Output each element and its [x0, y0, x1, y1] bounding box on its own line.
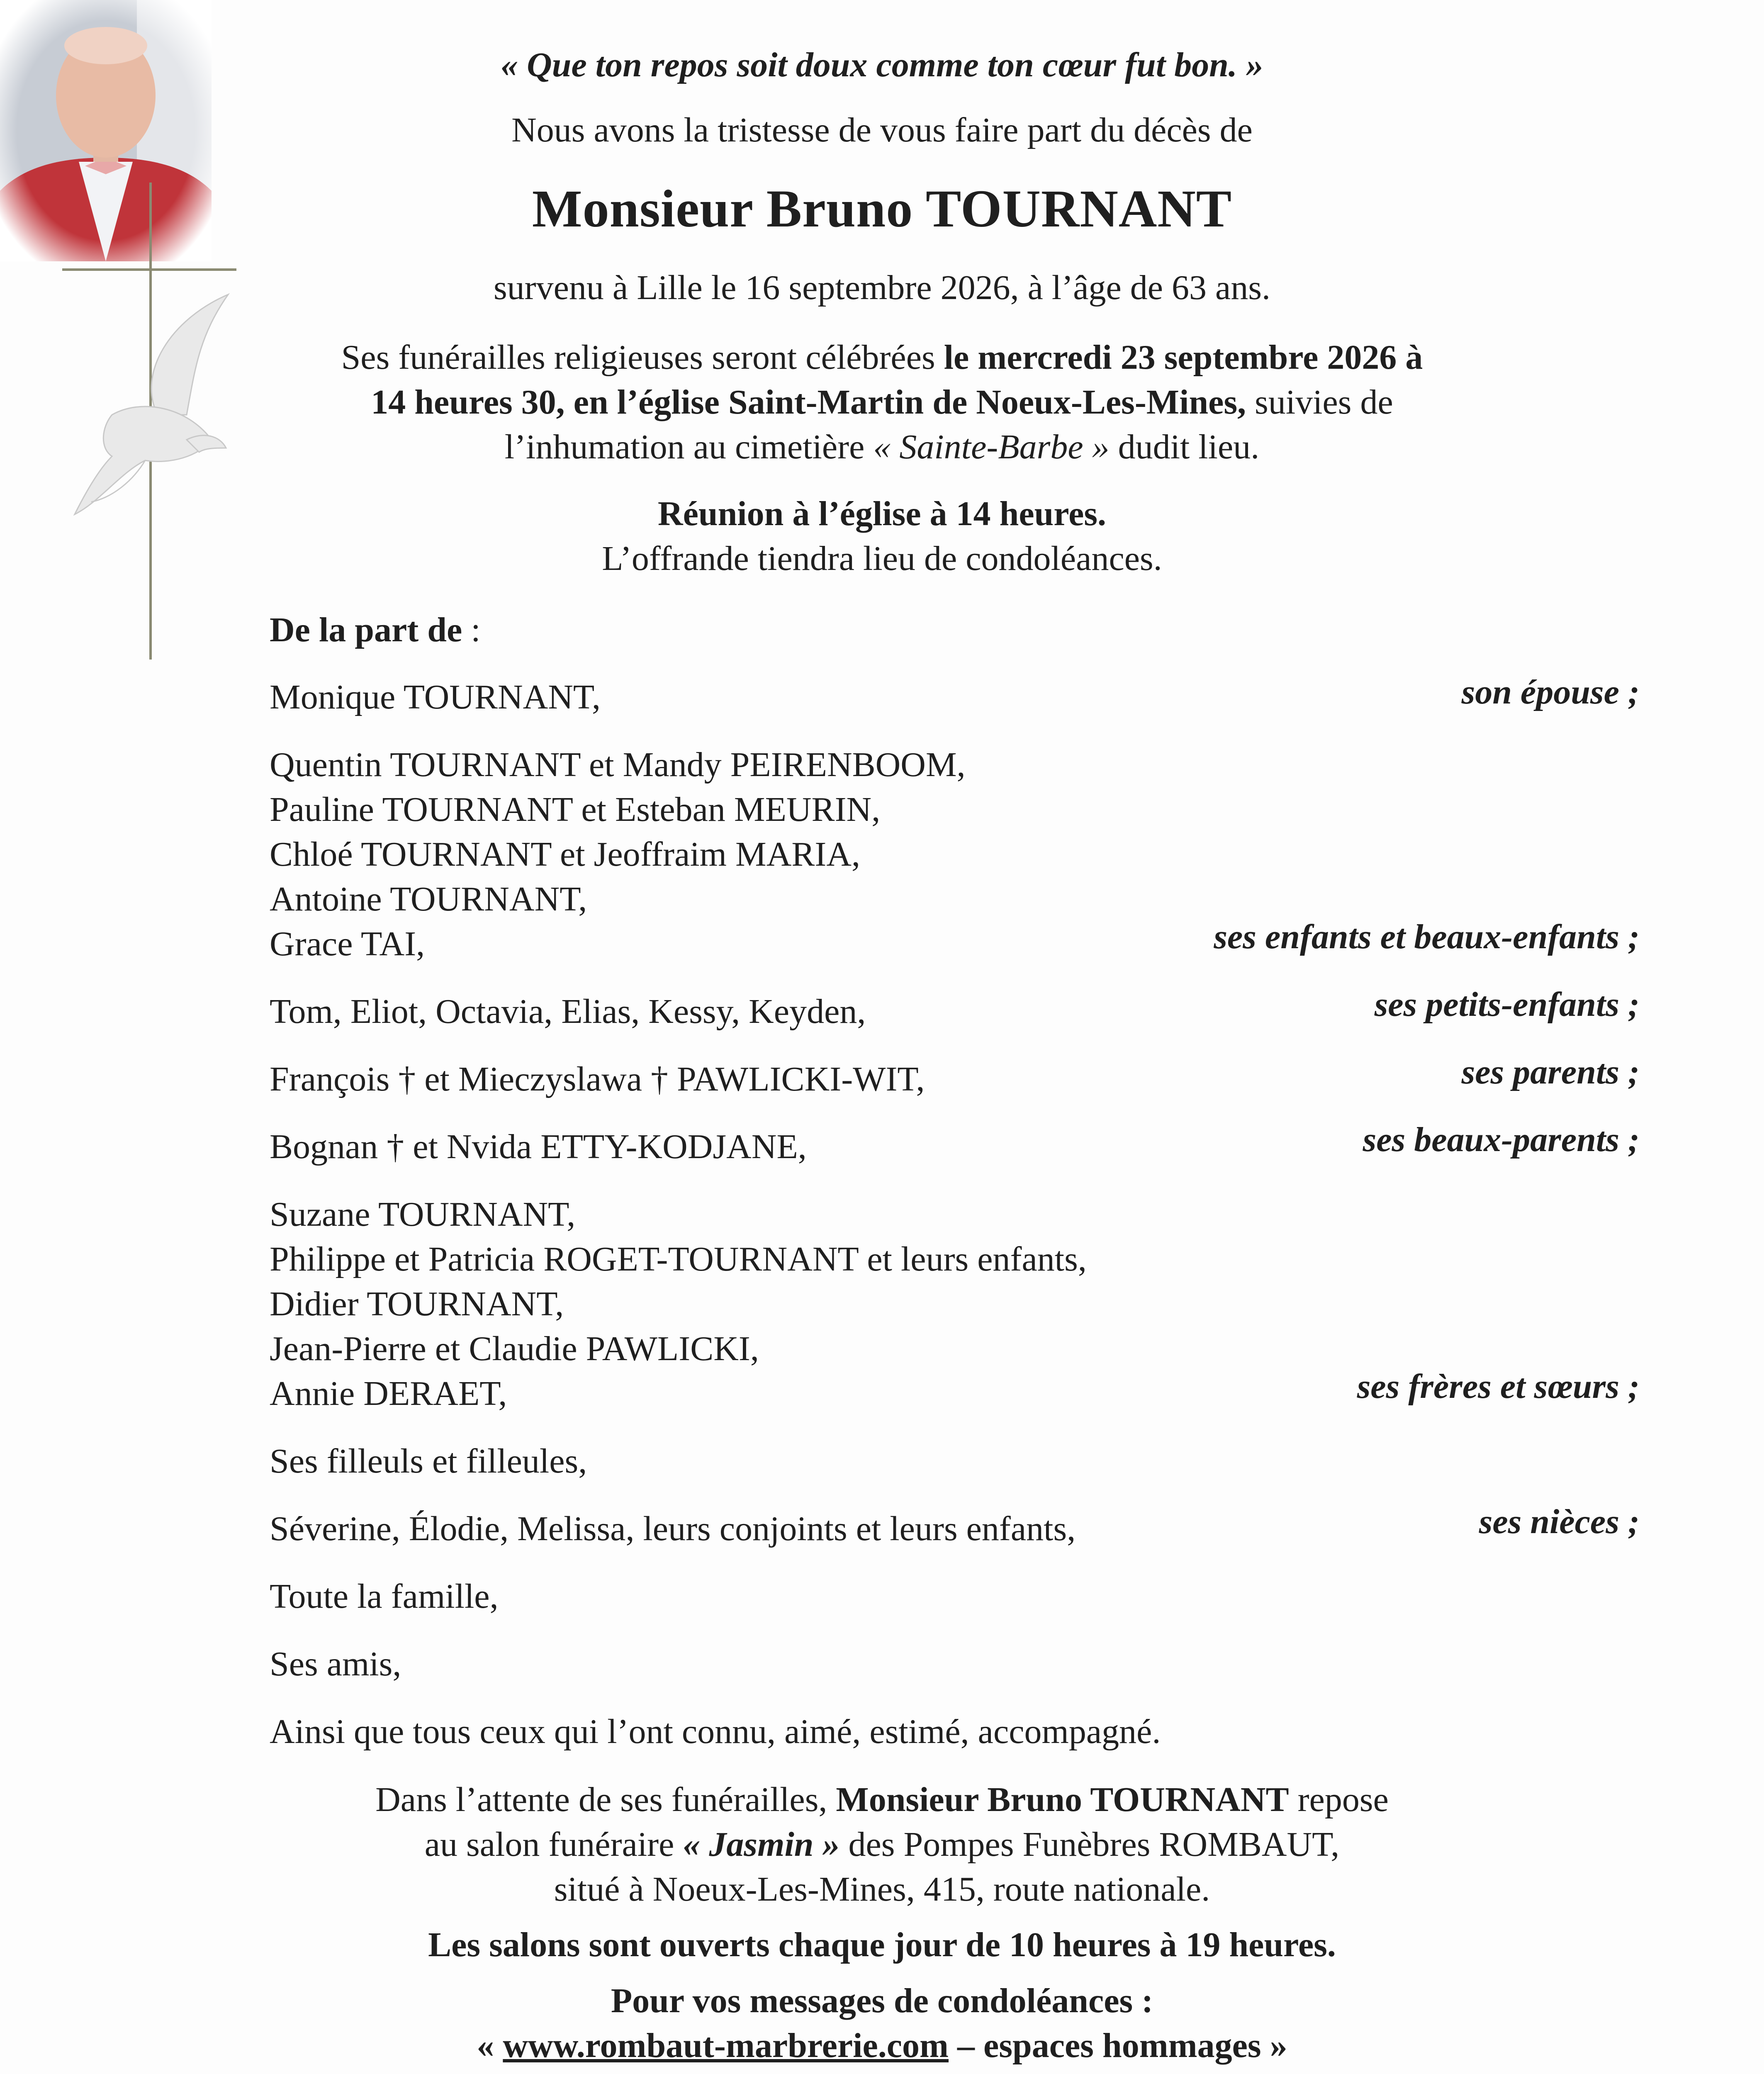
death-details: survenu à Lille le 16 septembre 2026, à l’âge de 63 ans.: [493, 268, 1271, 307]
colon: :: [462, 611, 481, 649]
family-line: Séverine, Élodie, Melissa, leurs conjoints et leurs enfants,: [270, 1509, 1076, 1548]
family-line: Grace TAI,: [270, 925, 425, 963]
funeral-text: Ses funérailles religieuses seront célébrées: [341, 338, 944, 377]
salon-line-1: [0, 1779, 1764, 1820]
salon-name: « Jasmin »: [683, 1825, 840, 1864]
deceased-name-inline: Monsieur Bruno TOURNANT: [836, 1780, 1289, 1819]
salon-line-2: [0, 1824, 1764, 1865]
family-line: Tom, Eliot, Octavia, Elias, Kessy, Keyden,: [270, 992, 866, 1031]
salon-text: des Pompes Funèbres ROMBAUT,: [839, 1825, 1340, 1864]
funeral-text: dudit lieu.: [1109, 428, 1260, 466]
relation-label: ses petits-enfants ;: [1374, 985, 1640, 1024]
reunion-text: Réunion à l’église à 14 heures.: [657, 494, 1107, 533]
relation-label: ses parents ;: [1461, 1053, 1640, 1091]
salon-text: Dans l’attente de ses funérailles,: [375, 1780, 836, 1819]
family-line: Annie DERAET,: [270, 1374, 507, 1413]
relation-label: ses frères et sœurs ;: [1357, 1367, 1640, 1406]
funeral-place: 14 heures 30, en l’église Saint-Martin de Noeux-Les-Mines,: [371, 383, 1246, 421]
salon-text: au salon funéraire: [424, 1825, 683, 1864]
family-line: Ainsi que tous ceux qui l’ont connu, aimé, estimé, accompagné.: [270, 1712, 1161, 1751]
family-line: Antoine TOURNANT,: [270, 880, 587, 918]
family-line: Ses amis,: [270, 1645, 401, 1683]
offrande-text: L’offrande tiendra lieu de condoléances.: [602, 539, 1162, 578]
family-line: Chloé TOURNANT et Jeoffraim MARIA,: [270, 835, 861, 874]
funeral-line-3: [0, 425, 1764, 470]
cemetery-name: « Sainte-Barbe »: [873, 428, 1109, 466]
family-line: Didier TOURNANT,: [270, 1285, 564, 1323]
relation-label: ses nièces ;: [1479, 1502, 1640, 1541]
funeral-line-1: [0, 335, 1764, 380]
funeral-text: l’inhumation au cimetière: [504, 428, 873, 466]
funeral-text: suivies de: [1246, 383, 1393, 421]
salon-line-3: situé à Noeux-Les-Mines, 415, route nationale.: [554, 1870, 1210, 1908]
relation-label: ses beaux-parents ;: [1363, 1120, 1640, 1159]
de-la-part-label: De la part de: [270, 611, 462, 649]
epitaph-quote: « Que ton repos soit doux comme ton cœur fut bon. »: [501, 46, 1263, 84]
family-line: Jean-Pierre et Claudie PAWLICKI,: [270, 1329, 759, 1368]
salon-hours: Les salons sont ouverts chaque jour de 10 heures à 19 heures.: [428, 1926, 1336, 1964]
de-la-part-heading: [270, 610, 481, 650]
family-line: Bognan † et Nvida ETTY-KODJANE,: [270, 1127, 807, 1166]
deceased-name: Monsieur Bruno TOURNANT: [532, 179, 1232, 238]
relation-label: son épouse ;: [1461, 673, 1640, 711]
family-line: Ses filleuls et filleules,: [270, 1442, 587, 1480]
family-line: Pauline TOURNANT et Esteban MEURIN,: [270, 790, 881, 829]
family-line: Toute la famille,: [270, 1577, 499, 1616]
hommages-link[interactable]: www.rombaut-marbrerie.com: [503, 2026, 949, 2065]
funeral-date: le mercredi 23 septembre 2026 à: [944, 338, 1423, 377]
relation-label: ses enfants et beaux-enfants ;: [1214, 918, 1640, 956]
messages-line: [0, 2025, 1764, 2066]
salon-text: repose: [1289, 1780, 1389, 1819]
family-line: Quentin TOURNANT et Mandy PEIRENBOOM,: [270, 745, 966, 784]
family-line: Suzane TOURNANT,: [270, 1195, 576, 1234]
family-line: Monique TOURNANT,: [270, 678, 601, 716]
funeral-line-2: [0, 380, 1764, 425]
family-line: François † et Mieczyslawa † PAWLICKI-WIT,: [270, 1060, 925, 1098]
quote-open: «: [477, 2026, 503, 2065]
messages-title: Pour vos messages de condoléances :: [611, 1981, 1153, 2020]
family-line: Philippe et Patricia ROGET-TOURNANT et leurs enfants,: [270, 1240, 1087, 1278]
quote-close: – espaces hommages »: [949, 2026, 1287, 2065]
intro-text: Nous avons la tristesse de vous faire part du décès de: [511, 111, 1253, 149]
